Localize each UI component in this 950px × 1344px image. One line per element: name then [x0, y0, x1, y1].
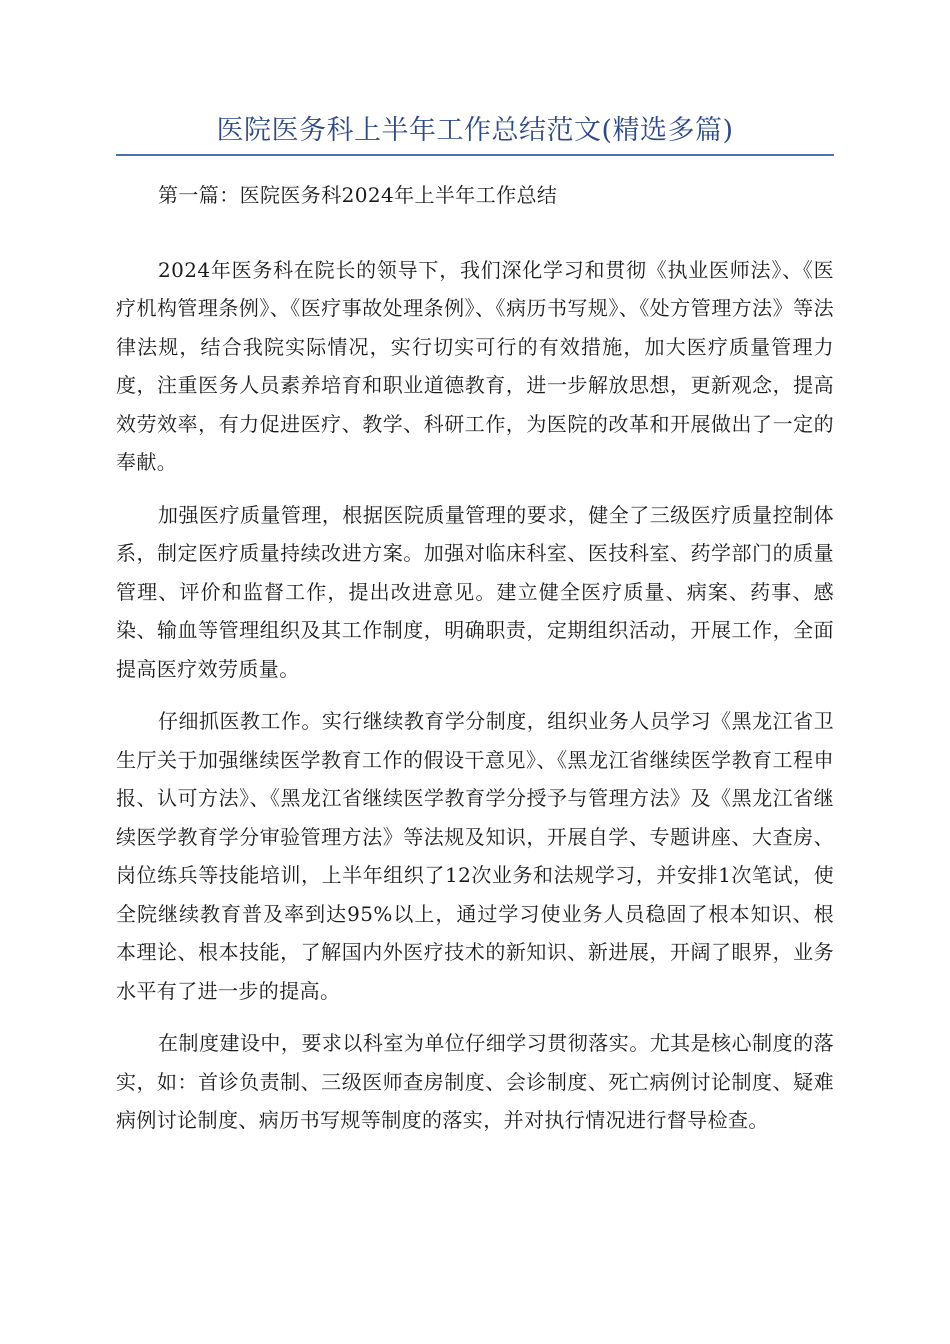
document-body	[116, 176, 834, 1140]
paragraph: 2024年医务科在院长的领导下，我们深化学习和贯彻《执业医师法》、《医疗机构管理条例》、《医疗事故处理条例》、《病历书写规》、《处方管理方法》等法律法规，结合我院实际情况，实行切实可行的有效措施，加大医疗质量管理力度，注重医务人员素养培育和职业道德教育，进一步解放思想，更新观念，提高效劳效率，有力促进医疗、教学、科研工作，为医院的改革和开展做出了一定的奉献。	[116, 257, 834, 474]
paragraph: 加强医疗质量管理，根据医院质量管理的要求，健全了三级医疗质量控制体系，制定医疗质量持续改进方案。加强对临床科室、医技科室、药学部门的质量管理、评价和监督工作，提出改进意见。建立健全医疗质量、病案、药事、感染、输血等管理组织及其工作制度，明确职责，定期组织活动，开展工作，全面提高医疗效劳质量。	[116, 502, 834, 681]
paragraph: 仔细抓医教工作。实行继续教育学分制度，组织业务人员学习《黑龙江省卫生厅关于加强继续医学教育工作的假设干意见》、《黑龙江省继续医学教育工程申报、认可方法》、《黑龙江省继续医学教育学分授予与管理方法》及《黑龙江省继续医学教育学分审验管理方法》等法规及知识，开展自学、专题讲座、大查房、岗位练兵等技能培训，上半年组织了12次业务和法规学习，并安排1次笔试，使全院继续教育普及率到达95%以上，通过学习使业务人员稳固了根本知识、根本理论、根本技能，了解国内外医疗技术的新知识、新进展，开阔了眼界，业务水平有了进一步的提高。	[116, 709, 834, 1003]
title-underline	[116, 154, 834, 156]
section-heading: 第一篇：医院医务科2024年上半年工作总结	[158, 183, 558, 207]
paragraph: 在制度建设中，要求以科室为单位仔细学习贯彻落实。尤其是核心制度的落实，如：首诊负责制、三级医师查房制度、会诊制度、死亡病例讨论制度、疑难病例讨论制度、病历书写规等制度的落实，并对执行情况进行督导检查。	[116, 1031, 834, 1132]
document-title: 医院医务科上半年工作总结范文(精选多篇)	[216, 115, 734, 146]
